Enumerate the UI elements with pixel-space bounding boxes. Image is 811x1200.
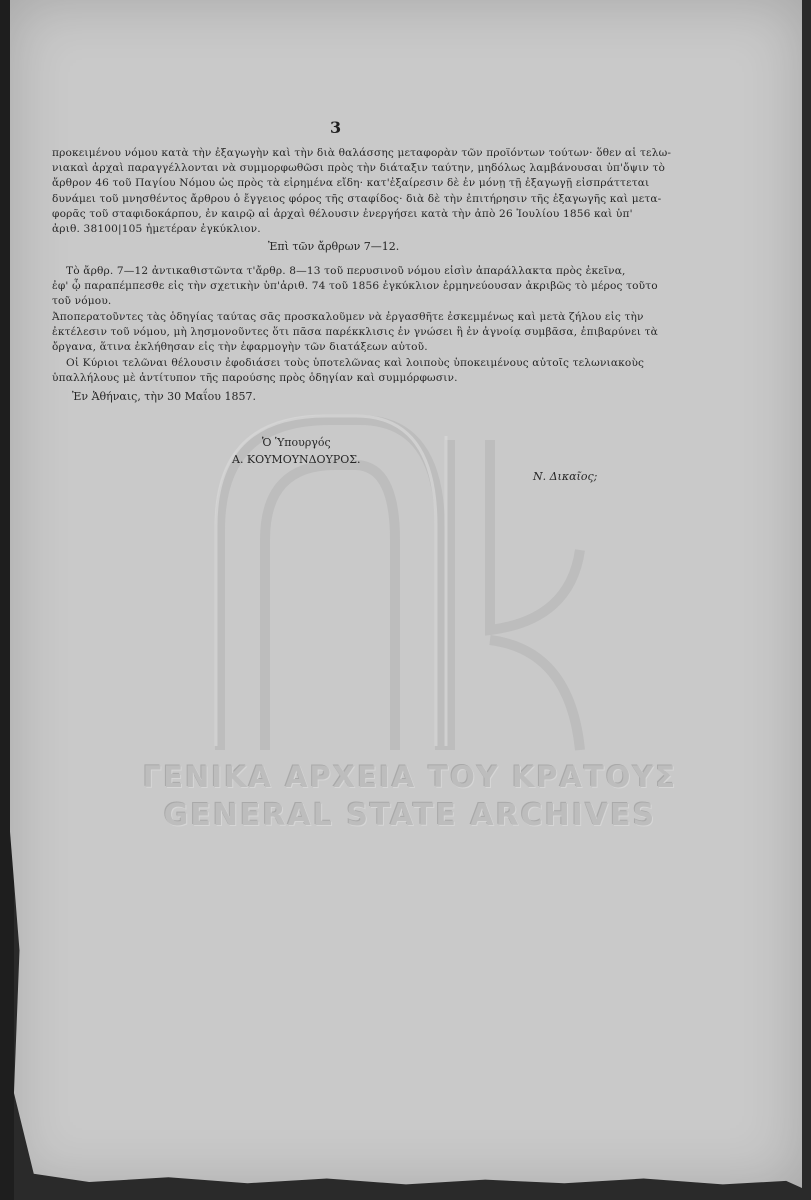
text-line: προκειμένου νόμου κατὰ τὴν ἐξαγωγὴν καὶ τὴν διὰ θαλάσσης μεταφορὰν τῶν προϊόντων τούτων· ὅθεν αἱ τελω- bbox=[52, 147, 672, 159]
date-line: Ἐν Ἀθήναις, τὴν 30 Μαΐου 1857. bbox=[72, 390, 256, 403]
text-line: ὄργανα, ἅτινα ἐκλήθησαν εἰς τὴν ἐφαρμογὴν τῶν διατάξεων αὐτοῦ. bbox=[52, 341, 428, 354]
text-line: νιακαὶ ἀρχαὶ παραγγέλλονται νὰ συμμορφωθῶσι πρὸς τὴν διάταξιν ταύτην, μηδόλως λαμβάνουσαι ὑπ'ὄψιν τὸ bbox=[52, 162, 666, 175]
paragraph-4 bbox=[52, 356, 645, 386]
section-heading: Ἐπὶ τῶν ἄρθρων 7—12. bbox=[268, 240, 400, 253]
archive-logo-watermark bbox=[150, 380, 610, 760]
text-line: Τὸ ἄρθρ. 7—12 ἀντικαθιστῶντα τ'ἄρθρ. 8—13 τοῦ περυσινοῦ νόμου εἰσὶν ἀπαράλλακτα πρὸς ἐκεῖνα, bbox=[66, 265, 626, 277]
text-line: φορᾶς τοῦ σταφιδοκάρπου, ἐν καιρῷ αἱ ἀρχαὶ θέλουσιν ἐνεργήσει κατὰ τὴν ἀπὸ 26 Ἰουλίου 1856 καὶ ὑπ' bbox=[52, 207, 633, 220]
text-line: ἄρθρον 46 τοῦ Παγίου Νόμου ὡς πρὸς τὰ εἰρημένα εἴδη· κατ'ἐξαίρεσιν δὲ ἐν μόνῃ τῇ ἐξαγωγῇ εἰσπράττεται bbox=[52, 177, 650, 190]
text-line: τοῦ νόμου. bbox=[52, 295, 112, 308]
page-number: 3 bbox=[330, 118, 342, 137]
text-line: Οἱ Κύριοι τελῶναι θέλουσιν ἐφοδιάσει τοὺς ὑποτελῶνας καὶ λοιποὺς ὑποκειμένους αὐτοῖς τελωνιακοὺς bbox=[66, 357, 645, 369]
text-line: ἐκτέλεσιν τοῦ νόμου, μὴ λησμονοῦντες ὅτι πᾶσα παρέκκλισις ἐν γνώσει ἢ ἐν ἀγνοίᾳ συμβᾶσα, ἐπιβαρύνει τὰ bbox=[52, 326, 658, 339]
watermark-greek: ΓΕΝΙΚΑ ΑΡΧΕΙΑ ΤΟΥ ΚΡΑΤΟΥΣ bbox=[142, 760, 678, 794]
signature-name: Α. ΚΟΥΜΟΥΝΔΟΥΡΟΣ. bbox=[232, 453, 361, 466]
paragraph-1 bbox=[52, 146, 672, 237]
text-line: ἀριθ. 38100|105 ἡμετέραν ἐγκύκλιον. bbox=[52, 223, 261, 236]
text-line: ἐφ' ᾧ παραπέμπεσθε εἰς τὴν σχετικὴν ὑπ'ἀριθ. 74 τοῦ 1856 ἐγκύκλιον ἑρμηνεύουσαν ἀκριβῶς τὸ μέρος τοῦτο bbox=[52, 280, 658, 293]
text-line: δυνάμει τοῦ μνησθέντος ἄρθρου ὁ ἔγγειος φόρος τῆς σταφίδος· διὰ δὲ τὴν ἐπιτήρησιν τῆς ἐξαγωγῆς καὶ μετα- bbox=[52, 192, 662, 205]
text-line: ὑπαλλήλους μὲ ἀντίτυπον τῆς παρούσης πρὸς ὁδηγίαν καὶ συμμόρφωσιν. bbox=[52, 372, 458, 385]
paragraph-2 bbox=[52, 264, 658, 310]
paragraph-3 bbox=[52, 310, 658, 356]
archive-watermark bbox=[90, 760, 730, 833]
countersignature: Ν. Δικαῖος; bbox=[533, 470, 598, 483]
text-line: Ἀποπερατοῦντες τὰς ὁδηγίας ταύτας σᾶς προσκαλοῦμεν νὰ ἐργασθῆτε ἐσκεμμένως καὶ μετὰ ζήλου εἰς τὴν bbox=[52, 311, 644, 323]
signature-title: Ὁ Ὑπουργός bbox=[262, 436, 331, 449]
watermark-english: GENERAL STATE ARCHIVES bbox=[163, 798, 657, 833]
